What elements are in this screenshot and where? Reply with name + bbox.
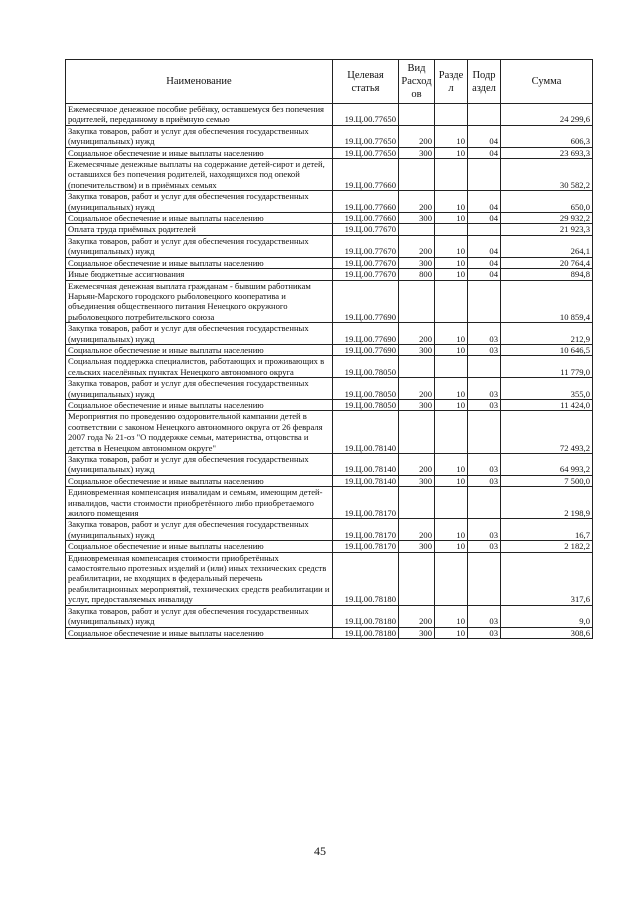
- row-section: [435, 552, 468, 605]
- row-target-article: 19.Ц.00.78140: [333, 411, 399, 454]
- row-sum: 29 932,2: [501, 213, 593, 224]
- table-header: [66, 60, 593, 104]
- row-expense-kind: 800: [399, 269, 435, 280]
- row-target-article: 19.Ц.00.78050: [333, 356, 399, 378]
- row-target-article: 19.Ц.00.77690: [333, 344, 399, 355]
- table-row: [66, 213, 593, 224]
- table-row: [66, 541, 593, 552]
- row-expense-kind: 300: [399, 147, 435, 158]
- row-sum: 24 299,6: [501, 104, 593, 126]
- row-expense-kind: 200: [399, 323, 435, 345]
- table-row: [66, 475, 593, 486]
- row-target-article: 19.Ц.00.77670: [333, 235, 399, 257]
- row-target-article: 19.Ц.00.78050: [333, 399, 399, 410]
- table-row: [66, 454, 593, 476]
- row-subsection: 04: [468, 269, 501, 280]
- row-name: Закупка товаров, работ и услуг для обеспечения государственных (муниципальных) нужд: [66, 235, 333, 257]
- row-section: [435, 159, 468, 191]
- row-section: [435, 224, 468, 235]
- table-row: [66, 399, 593, 410]
- row-name: Ежемесячная денежная выплата гражданам - бывшим работникам Нарьян-Марского городского рыболовецкого кооператива и объединения общественного питания Ненецкого окружного рыболовецкого потребительского союза: [66, 280, 333, 323]
- row-section: 10: [435, 323, 468, 345]
- row-expense-kind: 300: [399, 257, 435, 268]
- table-row: [66, 552, 593, 605]
- table-row: [66, 224, 593, 235]
- row-sum: 30 582,2: [501, 159, 593, 191]
- row-name: Иные бюджетные ассигнования: [66, 269, 333, 280]
- row-section: 10: [435, 399, 468, 410]
- row-target-article: 19.Ц.00.77670: [333, 224, 399, 235]
- row-name: Социальное обеспечение и иные выплаты населению: [66, 475, 333, 486]
- budget-table: [65, 59, 593, 639]
- table-row: [66, 323, 593, 345]
- row-name: Социальное обеспечение и иные выплаты населению: [66, 541, 333, 552]
- row-target-article: 19.Ц.00.78170: [333, 519, 399, 541]
- row-expense-kind: 200: [399, 235, 435, 257]
- row-subsection: 03: [468, 399, 501, 410]
- row-sum: 317,6: [501, 552, 593, 605]
- row-subsection: [468, 552, 501, 605]
- row-subsection: [468, 280, 501, 323]
- row-expense-kind: [399, 487, 435, 519]
- row-target-article: 19.Ц.00.77650: [333, 104, 399, 126]
- row-target-article: 19.Ц.00.78140: [333, 475, 399, 486]
- row-name: Ежемесячные денежные выплаты на содержание детей-сирот и детей, оставшихся без попечения родителей, находящихся под опекой (попечительством) и в приёмных семьях: [66, 159, 333, 191]
- row-expense-kind: 200: [399, 378, 435, 400]
- table-row: [66, 147, 593, 158]
- row-name: Закупка товаров, работ и услуг для обеспечения государственных (муниципальных) нужд: [66, 378, 333, 400]
- row-sum: 11 424,0: [501, 399, 593, 410]
- row-name: Социальное обеспечение и иные выплаты населению: [66, 213, 333, 224]
- row-sum: 10 646,5: [501, 344, 593, 355]
- row-section: 10: [435, 378, 468, 400]
- header-name: Наименование: [66, 60, 333, 104]
- row-target-article: 19.Ц.00.78180: [333, 605, 399, 627]
- row-name: Социальное обеспечение и иные выплаты населению: [66, 399, 333, 410]
- row-expense-kind: [399, 552, 435, 605]
- row-subsection: 04: [468, 125, 501, 147]
- row-target-article: 19.Ц.00.78050: [333, 378, 399, 400]
- row-sum: 308,6: [501, 627, 593, 638]
- page-number: 45: [314, 844, 326, 858]
- row-name: Социальная поддержка специалистов, работающих и проживающих в сельских населённых пунктах Ненецкого автономного округа: [66, 356, 333, 378]
- row-sum: 10 859,4: [501, 280, 593, 323]
- row-section: 10: [435, 191, 468, 213]
- row-expense-kind: 300: [399, 213, 435, 224]
- row-sum: 355,0: [501, 378, 593, 400]
- row-target-article: 19.Ц.00.77690: [333, 280, 399, 323]
- row-name: Закупка товаров, работ и услуг для обеспечения государственных (муниципальных) нужд: [66, 605, 333, 627]
- table-body: [66, 104, 593, 639]
- row-target-article: 19.Ц.00.77660: [333, 213, 399, 224]
- row-subsection: [468, 224, 501, 235]
- row-expense-kind: [399, 224, 435, 235]
- row-section: 10: [435, 541, 468, 552]
- table-row: [66, 191, 593, 213]
- header-subsection: Подр аздел: [468, 60, 501, 104]
- row-subsection: 03: [468, 378, 501, 400]
- row-subsection: [468, 159, 501, 191]
- row-expense-kind: 300: [399, 541, 435, 552]
- row-expense-kind: 200: [399, 191, 435, 213]
- row-expense-kind: 300: [399, 344, 435, 355]
- row-section: 10: [435, 213, 468, 224]
- row-subsection: 03: [468, 605, 501, 627]
- table-row: [66, 104, 593, 126]
- table-row: [66, 159, 593, 191]
- row-subsection: 03: [468, 519, 501, 541]
- row-name: Закупка товаров, работ и услуг для обеспечения государственных (муниципальных) нужд: [66, 125, 333, 147]
- header-target-article: Целевая статья: [333, 60, 399, 104]
- table-row: [66, 280, 593, 323]
- row-section: [435, 104, 468, 126]
- row-target-article: 19.Ц.00.77670: [333, 269, 399, 280]
- row-sum: 11 779,0: [501, 356, 593, 378]
- row-expense-kind: 200: [399, 454, 435, 476]
- row-target-article: 19.Ц.00.77690: [333, 323, 399, 345]
- row-subsection: 03: [468, 323, 501, 345]
- row-expense-kind: 300: [399, 475, 435, 486]
- row-name: Единовременная компенсация стоимости приобретённых самостоятельно протезных изделий и (или) иных технических средств реабилитации, не входящих в федеральный перечень реабилитационных мероприятий, технических средств реабилитации и услуг, предоставляемых инвалиду: [66, 552, 333, 605]
- table-row: [66, 125, 593, 147]
- table-row: [66, 378, 593, 400]
- row-name: Социальное обеспечение и иные выплаты населению: [66, 344, 333, 355]
- row-sum: 2 198,9: [501, 487, 593, 519]
- row-target-article: 19.Ц.00.77650: [333, 147, 399, 158]
- row-subsection: [468, 104, 501, 126]
- row-name: Мероприятия по проведению оздоровительной кампании детей в соответствии с законом Ненецкого автономного округа от 26 февраля 2007 года № 21-оз "О поддержке семьи, материнства, отцовства и детства в Ненецком автономном округе": [66, 411, 333, 454]
- row-target-article: 19.Ц.00.77660: [333, 159, 399, 191]
- row-name: Социальное обеспечение и иные выплаты населению: [66, 257, 333, 268]
- row-sum: 72 493,2: [501, 411, 593, 454]
- header-section: Разде л: [435, 60, 468, 104]
- row-target-article: 19.Ц.00.78140: [333, 454, 399, 476]
- row-section: 10: [435, 454, 468, 476]
- row-expense-kind: [399, 104, 435, 126]
- row-sum: 23 693,3: [501, 147, 593, 158]
- row-subsection: [468, 356, 501, 378]
- row-expense-kind: [399, 159, 435, 191]
- row-subsection: 04: [468, 257, 501, 268]
- table-row: [66, 487, 593, 519]
- row-sum: 2 182,2: [501, 541, 593, 552]
- row-subsection: 04: [468, 147, 501, 158]
- table-row: [66, 257, 593, 268]
- row-subsection: 03: [468, 344, 501, 355]
- row-target-article: 19.Ц.00.78170: [333, 541, 399, 552]
- row-section: 10: [435, 269, 468, 280]
- row-name: Закупка товаров, работ и услуг для обеспечения государственных (муниципальных) нужд: [66, 323, 333, 345]
- row-target-article: 19.Ц.00.78180: [333, 627, 399, 638]
- row-name: Закупка товаров, работ и услуг для обеспечения государственных (муниципальных) нужд: [66, 519, 333, 541]
- row-name: Единовременная компенсация инвалидам и семьям, имеющим детей-инвалидов, части стоимости приобретённого либо приобретаемого жилого помещения: [66, 487, 333, 519]
- row-sum: 606,3: [501, 125, 593, 147]
- row-section: 10: [435, 147, 468, 158]
- row-target-article: 19.Ц.00.78180: [333, 552, 399, 605]
- row-name: Ежемесячное денежное пособие ребёнку, оставшемуся без попечения родителей, переданному в приёмную семью: [66, 104, 333, 126]
- row-section: [435, 280, 468, 323]
- row-sum: 212,9: [501, 323, 593, 345]
- row-target-article: 19.Ц.00.78170: [333, 487, 399, 519]
- row-sum: 650,0: [501, 191, 593, 213]
- row-sum: 21 923,3: [501, 224, 593, 235]
- table-row: [66, 235, 593, 257]
- row-target-article: 19.Ц.00.77660: [333, 191, 399, 213]
- row-target-article: 19.Ц.00.77650: [333, 125, 399, 147]
- row-section: 10: [435, 519, 468, 541]
- row-section: 10: [435, 605, 468, 627]
- table-row: [66, 605, 593, 627]
- header-expense-kind: Вид Расход ов: [399, 60, 435, 104]
- row-section: 10: [435, 257, 468, 268]
- row-target-article: 19.Ц.00.77670: [333, 257, 399, 268]
- row-sum: 894,8: [501, 269, 593, 280]
- row-section: 10: [435, 235, 468, 257]
- row-subsection: [468, 487, 501, 519]
- row-expense-kind: 200: [399, 125, 435, 147]
- row-subsection: 04: [468, 235, 501, 257]
- row-subsection: 03: [468, 475, 501, 486]
- row-name: Социальное обеспечение и иные выплаты населению: [66, 627, 333, 638]
- row-section: [435, 356, 468, 378]
- table-row: [66, 519, 593, 541]
- row-expense-kind: [399, 280, 435, 323]
- row-sum: 9,0: [501, 605, 593, 627]
- row-sum: 7 500,0: [501, 475, 593, 486]
- row-subsection: 03: [468, 454, 501, 476]
- row-sum: 64 993,2: [501, 454, 593, 476]
- row-expense-kind: [399, 411, 435, 454]
- row-subsection: 03: [468, 541, 501, 552]
- row-section: [435, 487, 468, 519]
- row-name: Оплата труда приёмных родителей: [66, 224, 333, 235]
- row-expense-kind: 200: [399, 605, 435, 627]
- row-subsection: 03: [468, 627, 501, 638]
- table-row: [66, 411, 593, 454]
- row-expense-kind: [399, 356, 435, 378]
- row-section: [435, 411, 468, 454]
- table-row: [66, 344, 593, 355]
- row-section: 10: [435, 627, 468, 638]
- row-subsection: 04: [468, 191, 501, 213]
- row-expense-kind: 300: [399, 399, 435, 410]
- row-name: Социальное обеспечение и иные выплаты населению: [66, 147, 333, 158]
- row-section: 10: [435, 475, 468, 486]
- row-expense-kind: 200: [399, 519, 435, 541]
- row-sum: 16,7: [501, 519, 593, 541]
- table-row: [66, 269, 593, 280]
- row-subsection: 04: [468, 213, 501, 224]
- row-subsection: [468, 411, 501, 454]
- row-sum: 264,1: [501, 235, 593, 257]
- row-section: 10: [435, 125, 468, 147]
- row-sum: 20 764,4: [501, 257, 593, 268]
- table-row: [66, 356, 593, 378]
- row-expense-kind: 300: [399, 627, 435, 638]
- row-section: 10: [435, 344, 468, 355]
- row-name: Закупка товаров, работ и услуг для обеспечения государственных (муниципальных) нужд: [66, 454, 333, 476]
- header-sum: Сумма: [501, 60, 593, 104]
- table-row: [66, 627, 593, 638]
- row-name: Закупка товаров, работ и услуг для обеспечения государственных (муниципальных) нужд: [66, 191, 333, 213]
